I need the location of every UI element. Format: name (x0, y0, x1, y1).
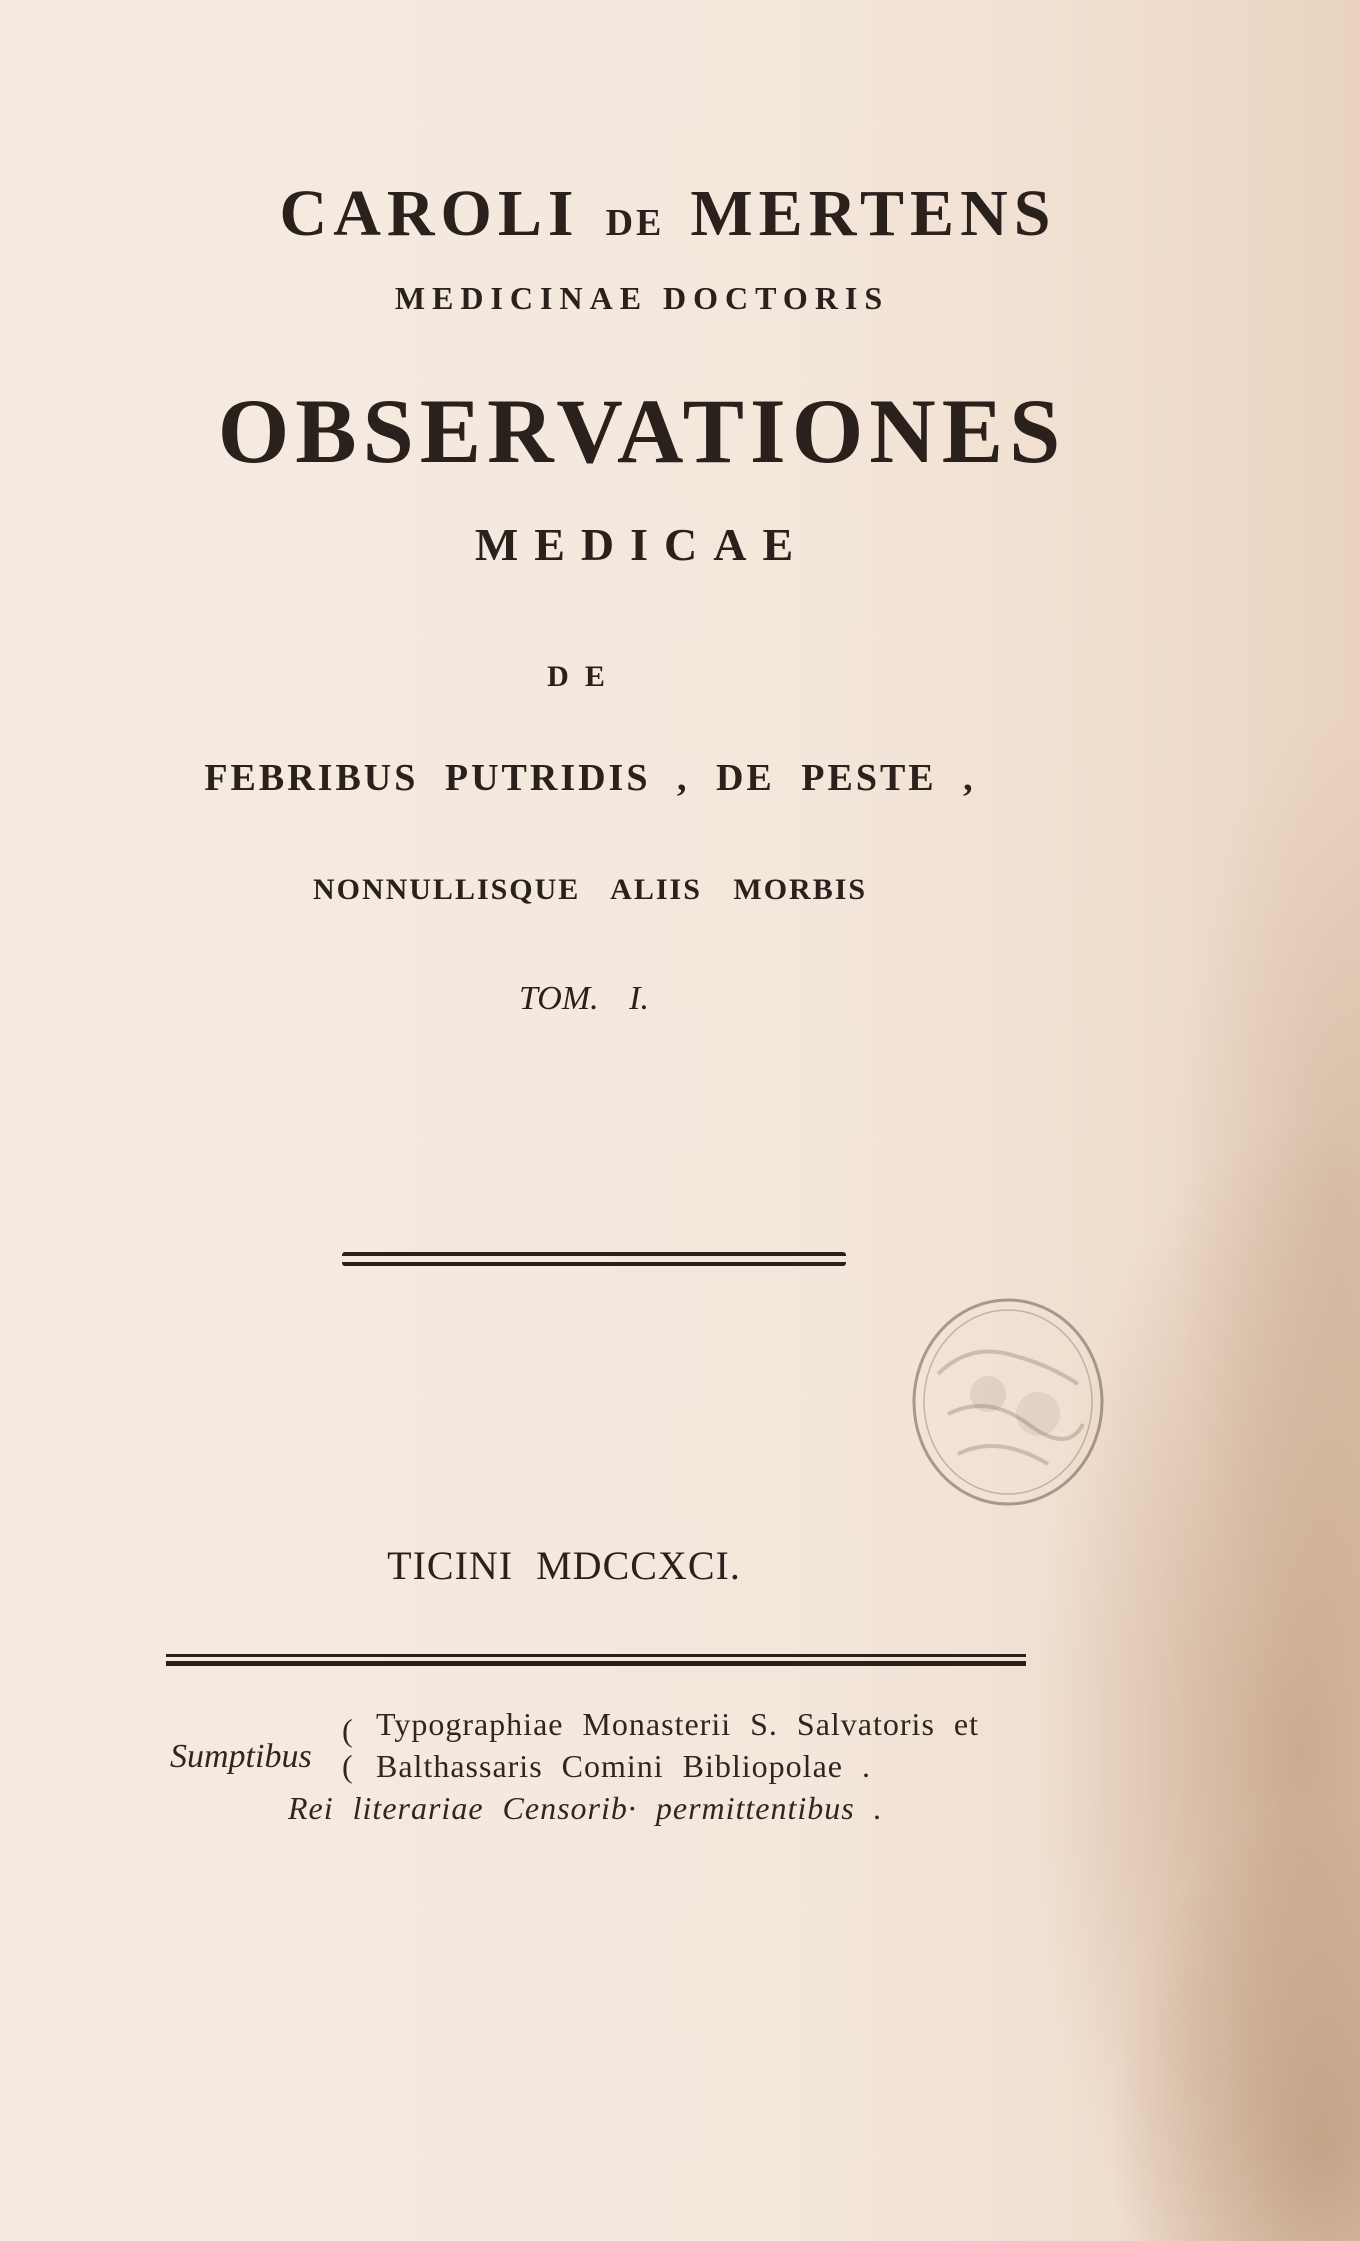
ornamental-rule-top (342, 1252, 846, 1266)
brace-icon: ( (342, 1748, 353, 1784)
colophon-censor-line: Rei literariae Censorib· permittentibus . (288, 1790, 883, 1826)
topics-line-1: FEBRIBUS PUTRIDIS , DE PESTE , (204, 757, 976, 799)
topics-line-2: NONNULLISQUE ALIIS MORBIS (312, 873, 868, 906)
author-first-name: CAROLI (279, 177, 580, 250)
ornamental-rule-bottom (166, 1654, 1026, 1666)
imprint-place-date: TICINI MDCCXCI. (387, 1543, 741, 1588)
brace-icon: ( (342, 1712, 353, 1748)
author-particle: DE (605, 202, 665, 244)
colophon-printer-line-1: Typographiae Monasterii S. Salvatoris et (376, 1706, 979, 1742)
colophon-sumptibus: Sumptibus (170, 1738, 312, 1775)
author-degree: MEDICINAE DOCTORIS (394, 280, 890, 316)
library-stamp-icon (908, 1294, 1108, 1510)
author-last-name: MERTENS (690, 177, 1057, 250)
book-title: OBSERVATIONES (217, 380, 1067, 482)
volume-number: TOM. I. (519, 980, 649, 1017)
preposition: DE (547, 660, 621, 693)
colophon-printer-line-2: Balthassaris Comini Bibliopolae . (376, 1748, 871, 1784)
book-subtitle: MEDICAE (474, 519, 810, 570)
author-line (0, 176, 1348, 252)
